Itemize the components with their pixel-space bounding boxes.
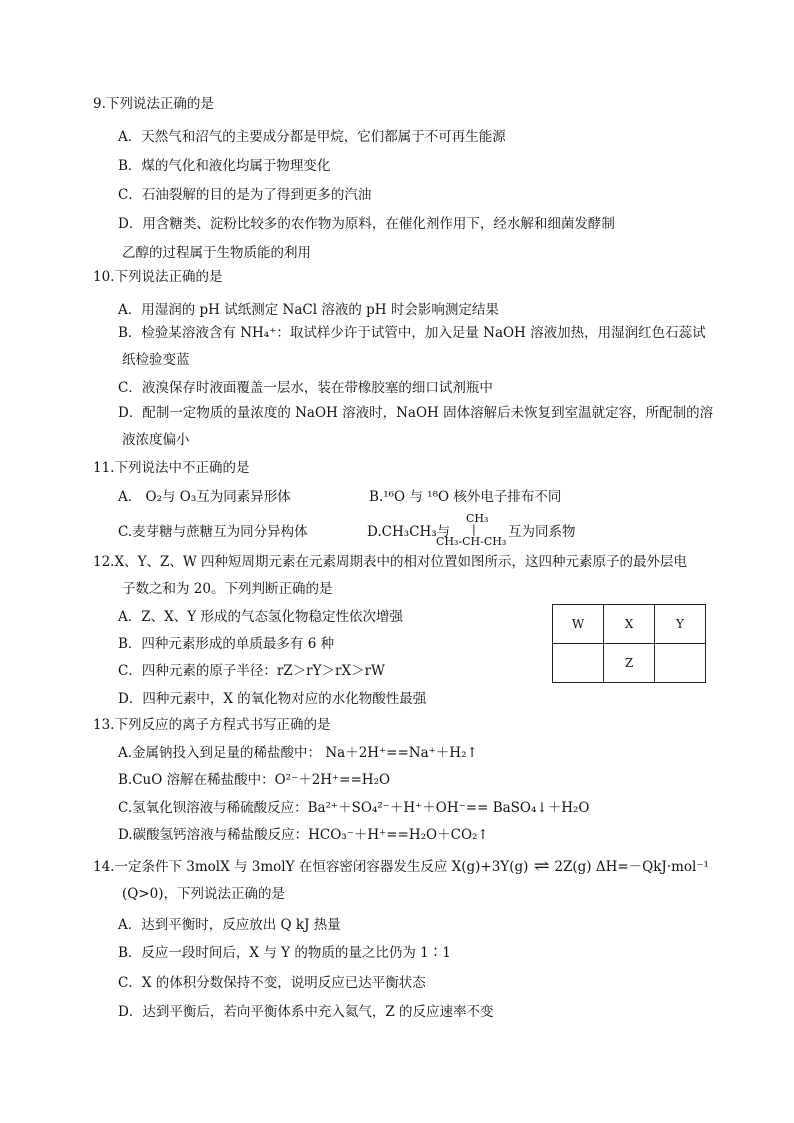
q10-option-b-continued: 纸检验变蓝 [122,352,190,368]
q11-option-c: C.麦芽糖与蔗糖互为同分异构体 [118,524,308,540]
table-cell [553,644,604,683]
q14-option-d: D．达到平衡后，若向平衡体系中充入氦气，Z 的反应速率不变 [118,1004,494,1020]
table-row [553,605,706,644]
q13-option-a: A.金属钠投入到足量的稀盐酸中： Na＋2H⁺==Na⁺＋H₂↑ [118,745,478,761]
q11-structure-top: CH₃ [466,512,489,525]
q14-stem-line2: (Q>0)，下列说法正确的是 [122,886,286,902]
q14-stem-equation: 2Z(g) ΔH=－QkJ·mol⁻¹ [554,859,709,875]
q10-option-c: C．液溴保存时液面覆盖一层水，装在带橡胶塞的细口试剂瓶中 [118,380,493,396]
q9-option-a: A．天然气和沼气的主要成分都是甲烷，它们都属于不可再生能源 [118,129,506,145]
table-cell: W [553,605,604,644]
q14-option-c: C．X 的体积分数保持不变，说明反应已达平衡状态 [118,975,426,991]
q13-option-c: C.氢氧化钡溶液与稀硫酸反应：Ba²⁺＋SO₄²⁻＋H⁺＋OH⁻== BaSO₄↓＋H₂O [118,800,590,816]
q12-option-d: D．四种元素中，X 的氧化物对应的水化物酸性最强 [118,691,427,707]
q10-stem: 10.下列说法正确的是 [93,269,223,285]
q12-option-c: C．四种元素的原子半径：rZ＞rY＞rX＞rW [118,663,385,679]
equilibrium-arrow-icon: ⇌ [533,856,550,875]
q9-stem: 9.下列说法正确的是 [93,96,214,112]
periodic-position-table [552,604,706,683]
q12-stem-line1: 12.X、Y、Z、W 四种短周期元素在元素周期表中的相对位置如图所示，这四种元素原子的最外层电 [93,554,688,570]
q12-stem-line2: 子数之和为 20。下列判断正确的是 [122,581,333,597]
table-row [553,644,706,683]
q13-stem: 13.下列反应的离子方程式书写正确的是 [93,717,331,733]
q10-option-b: B．检验某溶液含有 NH₄⁺：取试样少许于试管中，加入足量 NaOH 溶液加热，用湿润红色石蕊试 [118,325,706,341]
q10-option-a: A．用湿润的 pH 试纸测定 NaCl 溶液的 pH 时会影响测定结果 [118,302,499,318]
q11-structure-bottom: CH₃-CH-CH₃ [436,535,507,548]
q11-option-a: A． O₂与 O₃互为同素异形体 [118,489,291,505]
q10-option-d-continued: 液浓度偏小 [122,432,190,448]
q13-option-d: D.碳酸氢钙溶液与稀盐酸反应：HCO₃⁻＋H⁺==H₂O＋CO₂↑ [118,827,489,843]
q11-structure-bond: | [472,523,476,536]
q12-option-b: B．四种元素形成的单质最多有 6 种 [118,636,335,652]
q13-option-b: B.CuO 溶解在稀盐酸中：O²⁻＋2H⁺==H₂O [118,772,391,788]
table-cell: Y [655,605,706,644]
q11-option-d: D.CH₃CH₃与 [367,524,451,540]
q9-option-d: D．用含糖类、淀粉比较多的农作物为原料，在催化剂作用下，经水解和细菌发酵制 [118,216,615,232]
q9-option-d-continued: 乙醇的过程属于生物质能的利用 [122,245,311,261]
q11-option-d-tail: 互为同系物 [508,524,576,540]
q14-stem-text: 14.一定条件下 3molX 与 3molY 在恒容密闭容器发生反应 X(g)+3Y(g) [93,859,529,875]
table-cell: Z [604,644,655,683]
q10-option-d: D．配制一定物质的量浓度的 NaOH 溶液时，NaOH 固体溶解后未恢复到室温就定容，所配制的溶 [118,405,714,421]
q14-stem-line1 [93,857,709,876]
q14-option-a: A．达到平衡时，反应放出 Q kJ 热量 [118,917,341,933]
q11-option-b: B.¹⁶O 与 ¹⁸O 核外电子排布不同 [369,489,562,505]
q9-option-b: B．煤的气化和液化均属于物理变化 [118,158,331,174]
table-cell: X [604,605,655,644]
q11-stem: 11.下列说法中不正确的是 [93,460,250,476]
q14-option-b: B．反应一段时间后，X 与 Y 的物质的量之比仍为 1∶1 [118,945,451,961]
table-cell [655,644,706,683]
q12-option-a: A．Z、X、Y 形成的气态氢化物稳定性依次增强 [118,609,403,625]
q9-option-c: C．石油裂解的目的是为了得到更多的汽油 [118,187,372,203]
